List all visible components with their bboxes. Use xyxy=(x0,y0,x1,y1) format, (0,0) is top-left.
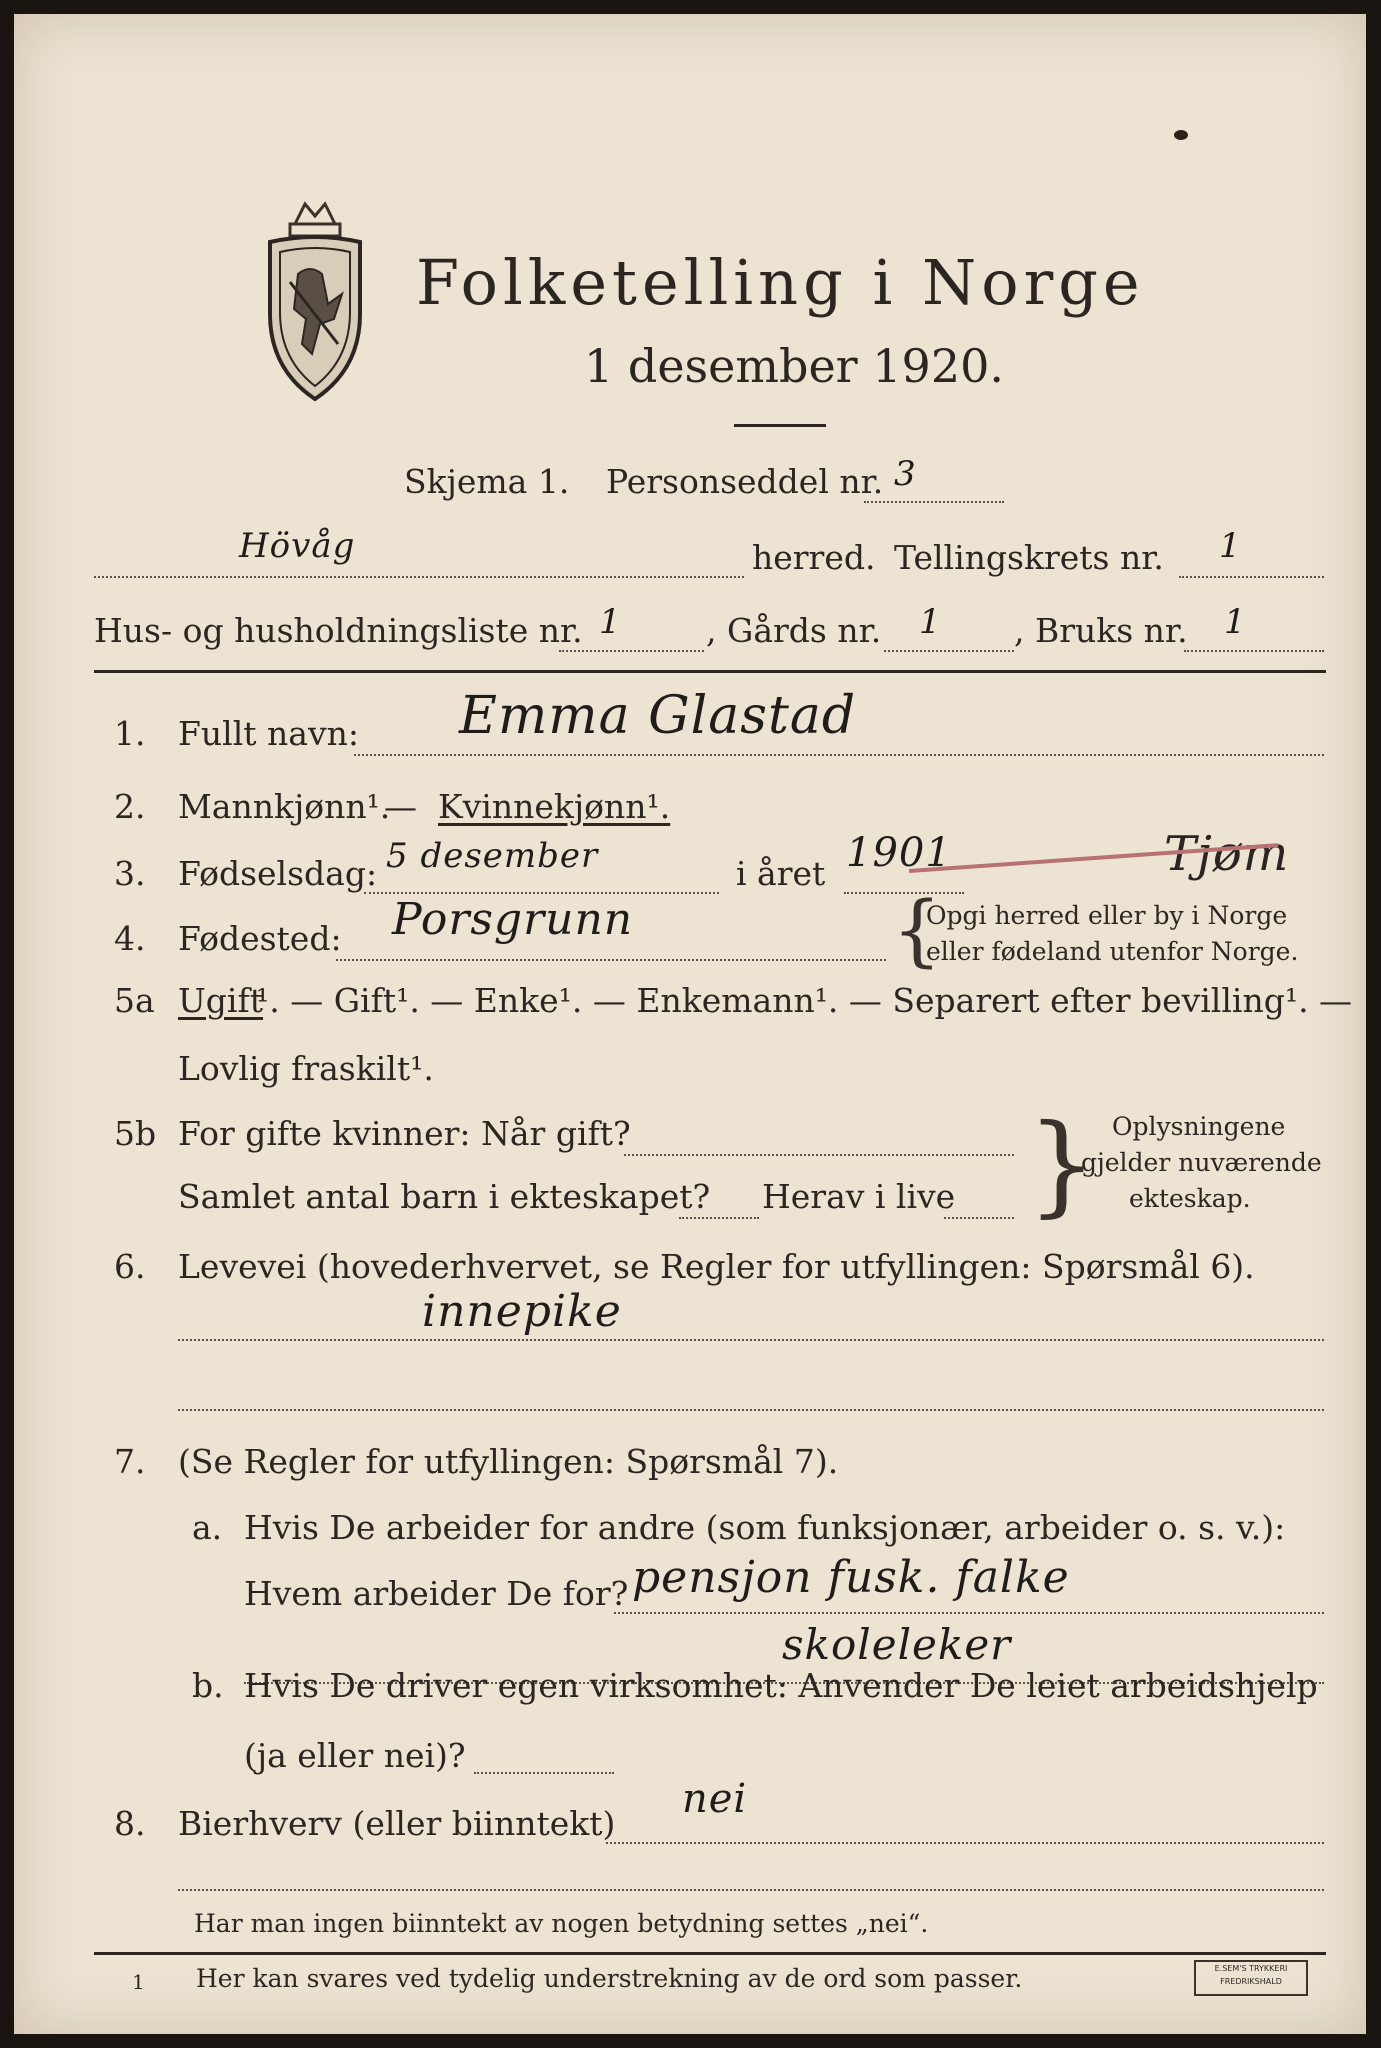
q2-number: 2. xyxy=(114,787,146,826)
q3-struck-value: Tjøm xyxy=(1164,826,1290,882)
census-form-page xyxy=(14,14,1366,2034)
printer-stamp xyxy=(1194,1960,1308,1996)
gards-line xyxy=(884,650,1014,652)
bruks-value: 1 xyxy=(1224,602,1247,642)
q5b-count-line xyxy=(679,1217,759,1219)
q4-line xyxy=(336,959,886,961)
census-date: 1 desember 1920. xyxy=(584,339,1004,393)
footer-note: Har man ingen biinntekt av nogen betydning settes „nei“. xyxy=(194,1909,929,1938)
q6-label: Levevei (hovederhvervet, se Regler for utfyllingen: Spørsmål 6). xyxy=(178,1247,1255,1286)
q6-line-2 xyxy=(178,1409,1324,1411)
q7b-letter: b. xyxy=(192,1666,224,1705)
herred-value: Hövåg xyxy=(239,526,356,566)
q2-dash: — xyxy=(384,787,417,826)
title-divider xyxy=(734,424,826,427)
q7-label: (Se Regler for utfyllingen: Spørsmål 7). xyxy=(178,1442,839,1481)
q5a-ugift: Ugift xyxy=(178,981,263,1020)
q5b-alive-line xyxy=(944,1217,1014,1219)
q5b-brace: } xyxy=(1027,1100,1097,1228)
q8-line-2 xyxy=(178,1889,1324,1891)
tellingskrets-value: 1 xyxy=(1219,526,1242,566)
q6-number: 6. xyxy=(114,1247,146,1286)
personseddel-value: 3 xyxy=(894,454,917,494)
q5b-when-line xyxy=(624,1154,1014,1156)
q8-line xyxy=(606,1842,1324,1844)
bruks-label: , Bruks nr. xyxy=(1014,611,1188,650)
q3-year-label: i året xyxy=(736,854,826,893)
q2-mann: Mannkjønn¹. xyxy=(178,787,391,826)
husliste-label: Hus- og husholdningsliste nr. xyxy=(94,611,583,650)
q3-number: 3. xyxy=(114,854,146,893)
q5a-line2: Lovlig fraskilt¹. xyxy=(178,1049,434,1088)
q5a-options: ¹. — Gift¹. — Enke¹. — Enkemann¹. — Separert efter bevilling¹. — xyxy=(256,981,1353,1020)
herred-label: herred. xyxy=(752,538,876,577)
q4-note-1: Opgi herred eller by i Norge xyxy=(926,901,1288,930)
ink-spot xyxy=(1174,130,1188,140)
q7b-line1: Hvis De driver egen virksomhet: Anvender De leiet arbeidshjelp xyxy=(244,1666,1318,1705)
q2-kvinne: Kvinnekjønn¹. xyxy=(438,787,671,826)
q5b-line2a: Samlet antal barn i ekteskapet? xyxy=(178,1177,711,1216)
printer-line-1: E.SEM'S TRYKKERI xyxy=(1214,1964,1288,1973)
printer-line-2: FREDRIKSHALD xyxy=(1220,1977,1282,1986)
husliste-line xyxy=(559,650,704,652)
q6-value: innepike xyxy=(422,1286,622,1337)
q4-note-2: eller fødeland utenfor Norge. xyxy=(926,937,1299,966)
q1-value: Emma Glastad xyxy=(459,686,857,746)
q4-brace: { xyxy=(892,886,942,976)
skjema-label: Skjema 1. xyxy=(404,462,570,501)
q1-number: 1. xyxy=(114,714,146,753)
q3-day-value: 5 desember xyxy=(386,836,599,876)
q4-label: Fødested: xyxy=(178,919,342,958)
tellingskrets-label: Tellingskrets nr. xyxy=(894,538,1164,577)
coat-of-arms-icon xyxy=(250,194,380,409)
header-divider xyxy=(94,670,1326,673)
footnote-number: 1 xyxy=(132,1970,145,1994)
q7a-value-2: skoleleker xyxy=(782,1620,1012,1669)
q4-value: Porsgrunn xyxy=(392,894,634,945)
q1-label: Fullt navn: xyxy=(178,714,359,753)
herred-line xyxy=(94,576,744,578)
bruks-line xyxy=(1184,650,1324,652)
q8-label: Bierhverv (eller biinntekt) xyxy=(178,1804,616,1843)
q7a-line1: Hvis De arbeider for andre (som funksjonær, arbeider o. s. v.): xyxy=(244,1508,1286,1547)
q6-line-1 xyxy=(178,1339,1324,1341)
husliste-value: 1 xyxy=(599,602,622,642)
personseddel-label: Personseddel nr. xyxy=(606,462,884,501)
q5b-line2b: Herav i live xyxy=(762,1177,956,1216)
q8-value: nei xyxy=(682,1776,748,1822)
q5a-number: 5a xyxy=(114,981,155,1020)
footnote-text: Her kan svares ved tydelig understrekning av de ord som passer. xyxy=(196,1964,1023,1993)
tellingskrets-line xyxy=(1179,576,1324,578)
q7b-line2: (ja eller nei)? xyxy=(244,1736,466,1775)
q7a-line-1 xyxy=(614,1612,1324,1614)
q7-number: 7. xyxy=(114,1442,146,1481)
q5b-note-1: Oplysningene xyxy=(1112,1112,1286,1141)
q7a-line2: Hvem arbeider De for? xyxy=(244,1574,629,1613)
q5b-number: 5b xyxy=(114,1114,157,1153)
q5b-note-3: ekteskap. xyxy=(1129,1184,1251,1213)
q7b-line xyxy=(474,1772,614,1774)
q7a-letter: a. xyxy=(192,1508,223,1547)
form-title: Folketelling i Norge xyxy=(416,246,1145,319)
q3-label: Fødselsdag: xyxy=(178,854,378,893)
q8-number: 8. xyxy=(114,1804,146,1843)
footer-divider xyxy=(94,1952,1326,1955)
personseddel-line xyxy=(864,501,1004,503)
q3-year-value: 1901 xyxy=(846,830,952,876)
q5b-note-2: gjelder nuværende xyxy=(1081,1148,1322,1177)
q5b-line1: For gifte kvinner: Når gift? xyxy=(178,1114,631,1153)
gards-label: , Gårds nr. xyxy=(706,611,882,650)
q7a-value-1: pensjon fusk. falke xyxy=(632,1552,1070,1603)
q4-number: 4. xyxy=(114,919,146,958)
gards-value: 1 xyxy=(919,602,942,642)
q1-line xyxy=(354,754,1324,756)
